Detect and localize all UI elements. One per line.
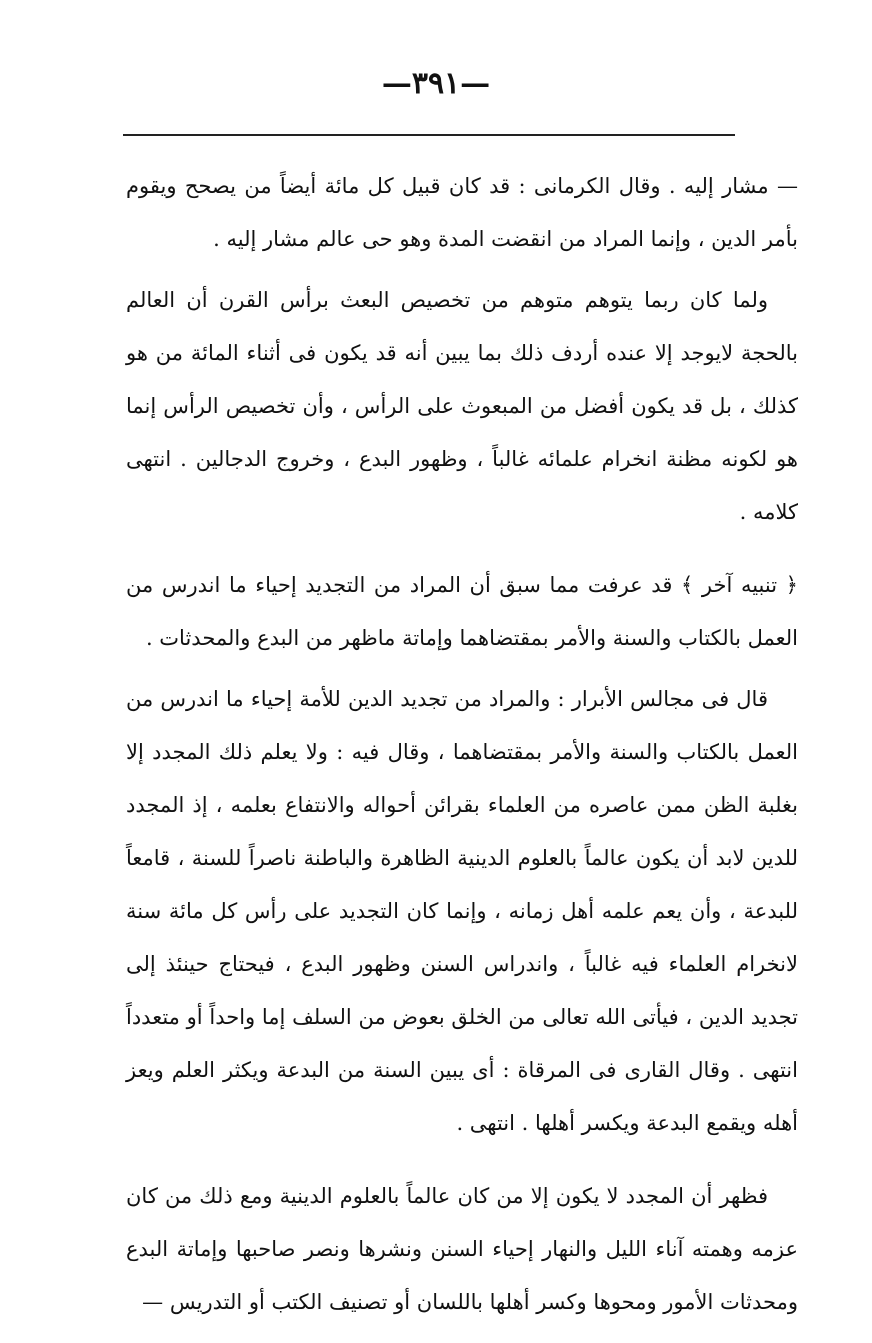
text-body [126,160,798,1329]
paragraph-gap [126,1150,798,1170]
paragraph-continuation: — مشار إليه . وقال الكرمانى : قد كان قبيل كل مائة أيضاً من يصحح ويقوم بأمر الدين ، وإنما المراد من انقضت المدة وهو حى عالم مشار إليه . [126,174,798,251]
paragraph-tanbih-akhar: ﴿ تنبيه آخر ﴾ قد عرفت مما سبق أن المراد من التجديد إحياء ما اندرس من العمل بالكتاب والسنة والأمر بمقتضاهما وإماتة ماظهر من البدع والمحدثات . [126,573,798,650]
paragraph-gap [126,665,798,673]
paragraph-raas-al-qarn: ولما كان ربما يتوهم متوهم من تخصيص البعث برأس القرن أن العالم بالحجة لايوجد إلا عنده أردف ذلك بما يبين أنه قد يكون فى أثناء المائة من هو كذلك ، بل قد يكون أفضل من المبعوث على الرأس ، وأن تخصيص الرأس إنما هو لكونه مظنة انخرام علمائه غالباً ، وظهور البدع ، وخروج الدجالين . انتهى كلامه . [126,288,798,524]
page-number: —٣٩١— [381,66,491,101]
paragraph-gap [126,266,798,274]
paragraph-conclusion: فظهر أن المجدد لا يكون إلا من كان عالماً بالعلوم الدينية ومع ذلك من كان عزمه وهمته آناء الليل والنهار إحياء السنن ونشرها ونصر صاحبها وإماتة البدع ومحدثات الأمور ومحوها وكسر أهلها باللسان أو تصنيف الكتب أو التدريس — [126,1184,798,1314]
header-rule [123,134,735,136]
paragraph-gap [126,539,798,559]
paragraph-majalis-al-abrar: قال فى مجالس الأبرار : والمراد من تجديد الدين للأمة إحياء ما اندرس من العمل بالكتاب والسنة والأمر بمقتضاهما ، وقال فيه : ولا يعلم ذلك المجدد إلا بغلبة الظن ممن عاصره من العلماء بقرائن أحواله والانتفاع بعلمه ، إذ المجدد للدين لابد أن يكون عالماً بالعلوم الدينية الظاهرة والباطنة ناصراً للسنة ، قامعاً للبدعة ، وأن يعم علمه أهل زمانه ، وإنما كان التجديد على رأس كل مائة سنة لانخرام العلماء فيه غالباً ، واندراس السنن وظهور البدع ، فيحتاج حينئذ إلى تجديد الدين ، فيأتى الله تعالى من الخلق بعوض من السلف إما واحداً أو متعدداً انتهى . وقال القارى فى المرقاة : أى يبين السنة من البدعة ويكثر العلم ويعز أهله ويقمع البدعة ويكسر أهلها . انتهى . [126,687,798,1135]
